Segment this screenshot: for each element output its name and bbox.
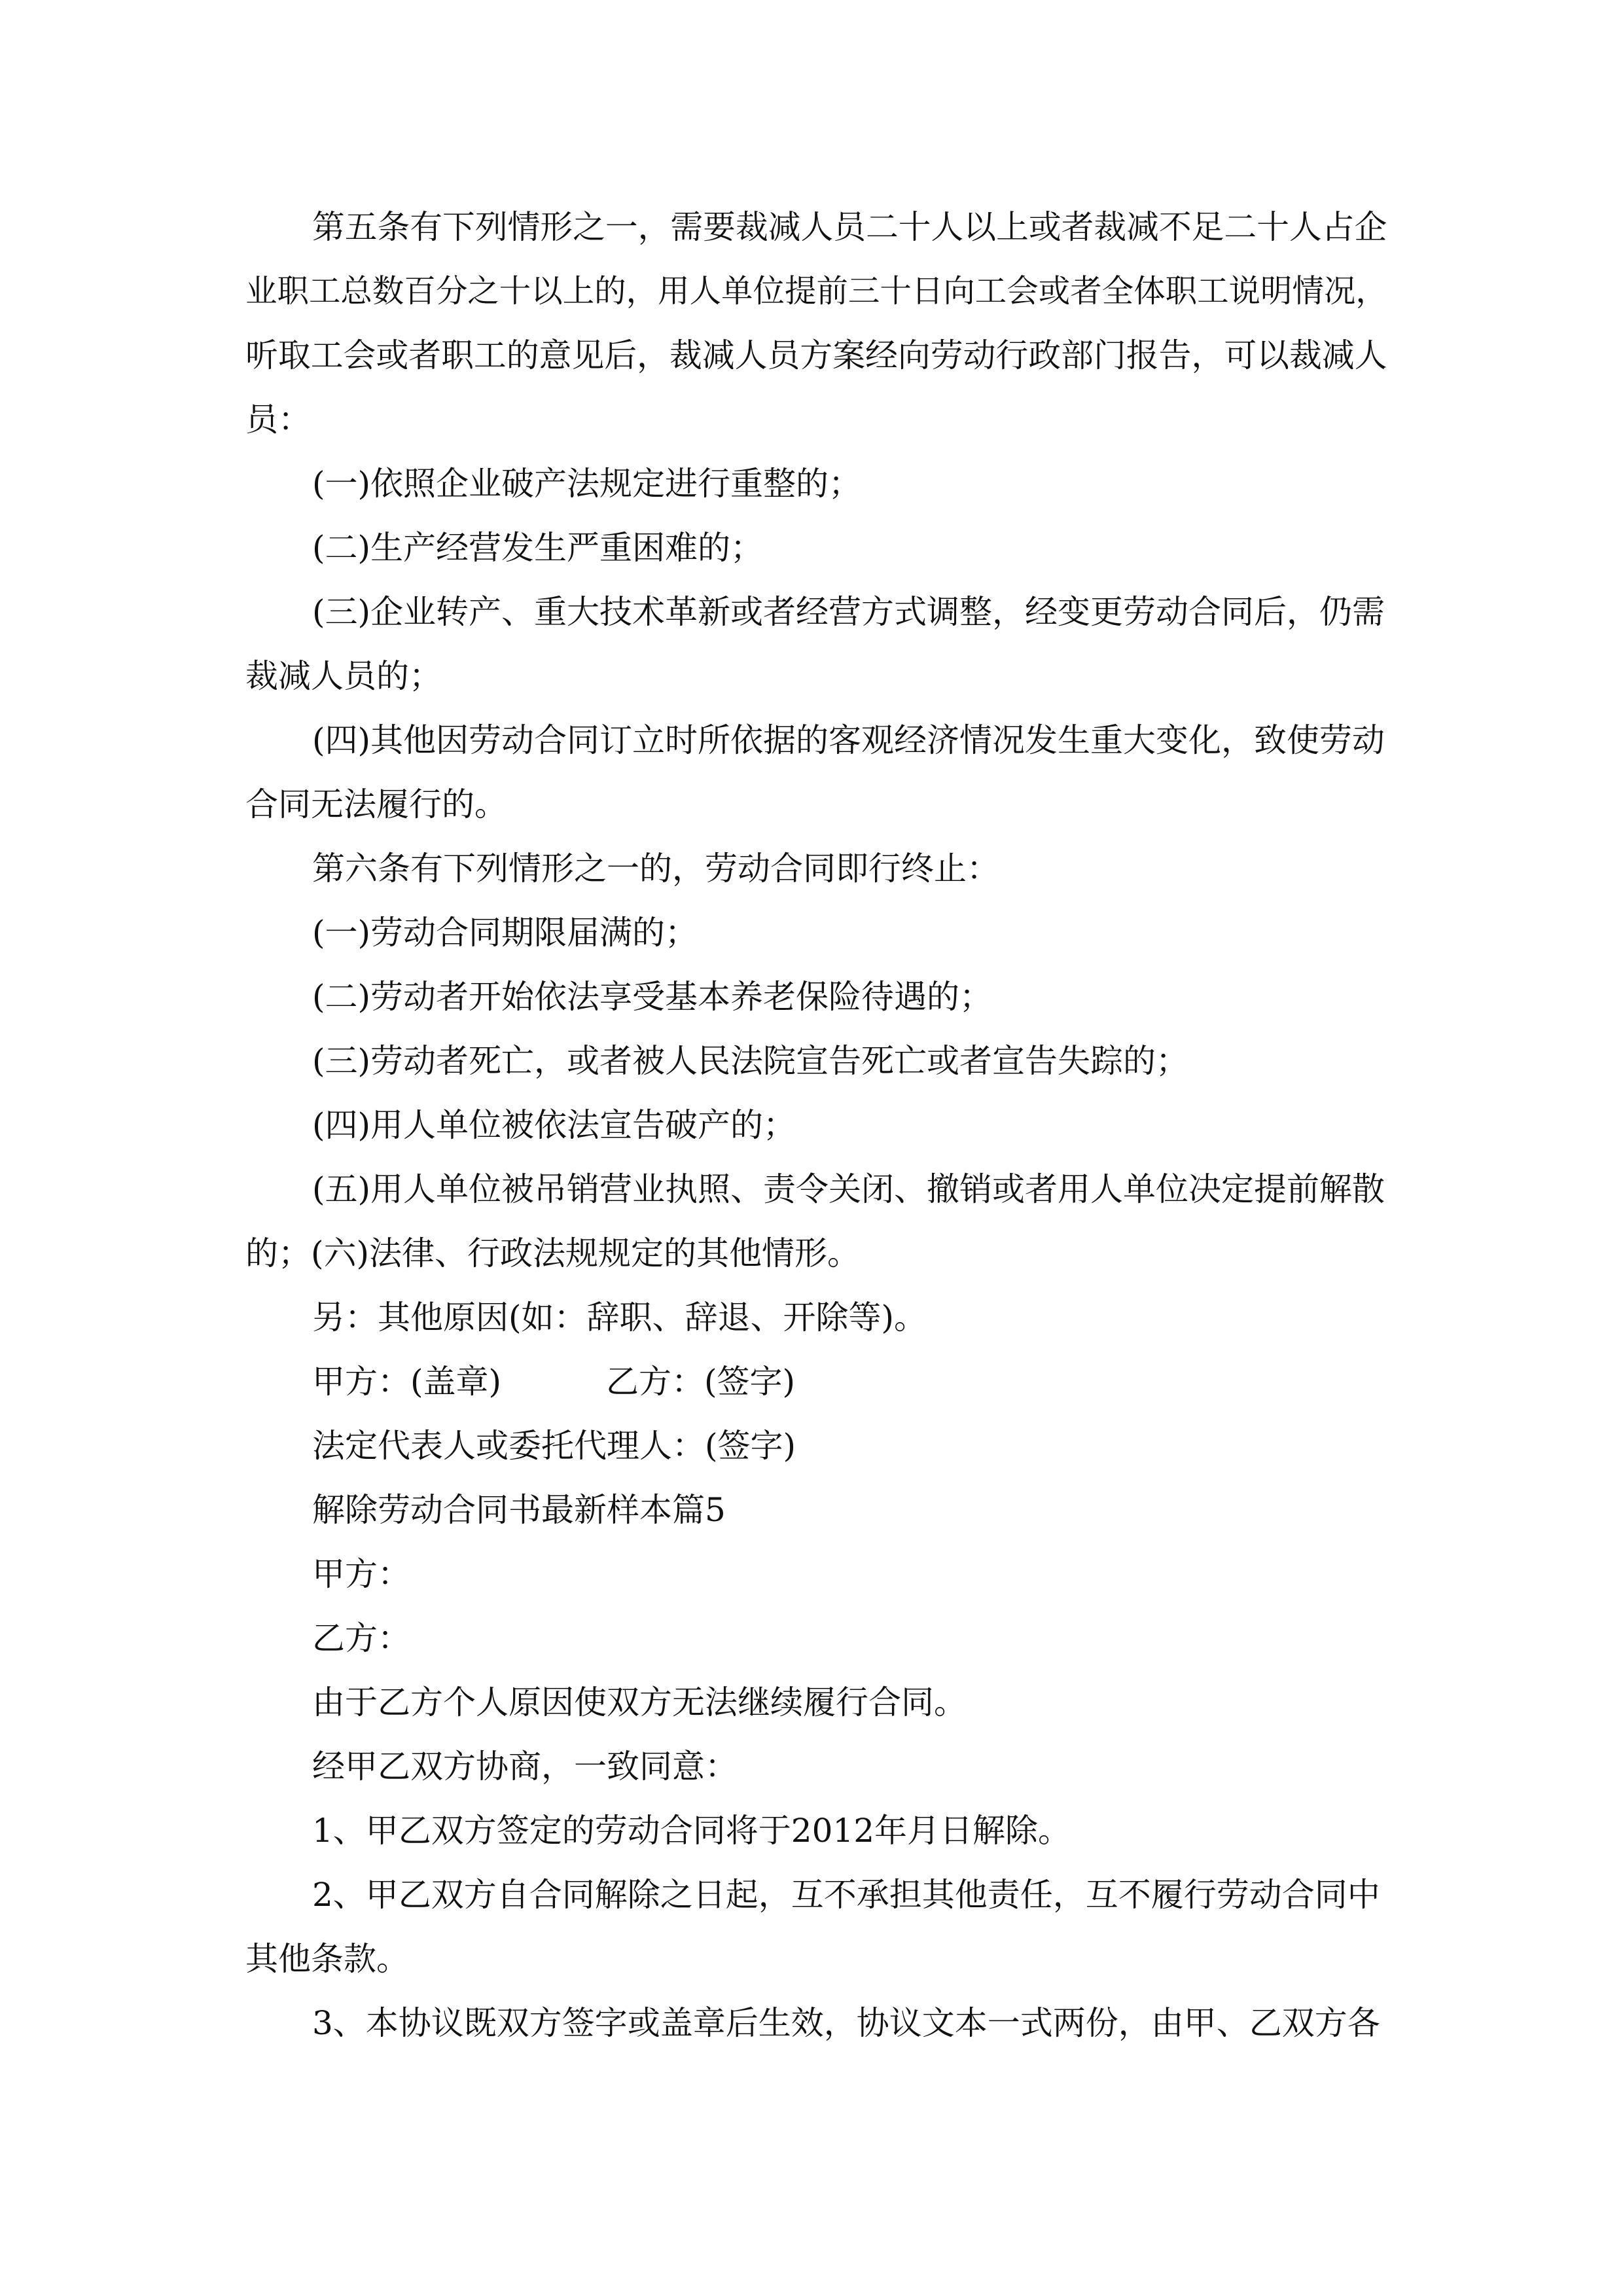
party-a-seal-label: 甲方：(盖章)	[312, 1363, 502, 1401]
text-line: (四)其他因劳动合同订立时所依据的客观经济情况发生重大变化，致使劳动	[312, 721, 1385, 759]
text-block-after-signature	[245, 1414, 1387, 2055]
text-line: (四)用人单位被依法宣告破产的；	[312, 1106, 796, 1144]
text-line: 第五条有下列情形之一，需要裁减人员二十人以上或者裁减不足二十人占企	[312, 208, 1387, 246]
text-line: 员：	[245, 401, 311, 439]
text-line: 2、甲乙双方自合同解除之日起，互不承担其他责任，互不履行劳动合同中	[312, 1876, 1380, 1914]
text-line: 另：其他原因(如：辞职、辞退、开除等)。	[312, 1299, 927, 1336]
text-block-before-signature	[245, 195, 1387, 1350]
party-b-signature-label: 乙方：(签字)	[606, 1363, 796, 1401]
text-line: 甲方：	[312, 1555, 410, 1593]
text-line: 经甲乙双方协商，一致同意：	[312, 1748, 738, 1785]
text-line: 其他条款。	[245, 1940, 409, 1978]
text-line: (一)劳动合同期限届满的；	[312, 914, 698, 952]
text-line: 第六条有下列情形之一的，劳动合同即行终止：	[312, 850, 999, 888]
text-line: 法定代表人或委托代理人：(签字)	[312, 1427, 796, 1465]
text-line: 的；(六)法律、行政法规规定的其他情形。	[245, 1234, 861, 1272]
text-line: 解除劳动合同书最新样本篇5	[312, 1491, 726, 1529]
text-line: (二)劳动者开始依法享受基本养老保险待遇的；	[312, 978, 993, 1016]
text-line: (五)用人单位被吊销营业执照、责令关闭、撤销或者用人单位决定提前解散	[312, 1170, 1385, 1208]
text-line: (三)劳动者死亡，或者被人民法院宣告死亡或者宣告失踪的；	[312, 1042, 1189, 1080]
text-line: 1、甲乙双方签定的劳动合同将于2012年月日解除。	[312, 1812, 1071, 1850]
document-body	[245, 195, 1387, 2055]
signature-row	[245, 1350, 1387, 1414]
text-line: 听取工会或者职工的意见后，裁减人员方案经向劳动行政部门报告，可以裁减人	[245, 336, 1387, 374]
text-line: 3、本协议既双方签字或盖章后生效，协议文本一式两份，由甲、乙双方各	[312, 2004, 1380, 2042]
text-line: (二)生产经营发生严重困难的；	[312, 529, 764, 567]
text-line: 裁减人员的；	[245, 657, 442, 695]
text-line: 业职工总数百分之十以上的，用人单位提前三十日向工会或者全体职工说明情况，	[245, 273, 1387, 310]
text-line: 合同无法履行的。	[245, 785, 507, 823]
text-line: (一)依照企业破产法规定进行重整的；	[312, 465, 862, 503]
text-line: 乙方：	[312, 1619, 410, 1657]
text-line: 由于乙方个人原因使双方无法继续履行合同。	[312, 1683, 967, 1721]
text-line: (三)企业转产、重大技术革新或者经营方式调整，经变更劳动合同后，仍需	[312, 593, 1385, 631]
